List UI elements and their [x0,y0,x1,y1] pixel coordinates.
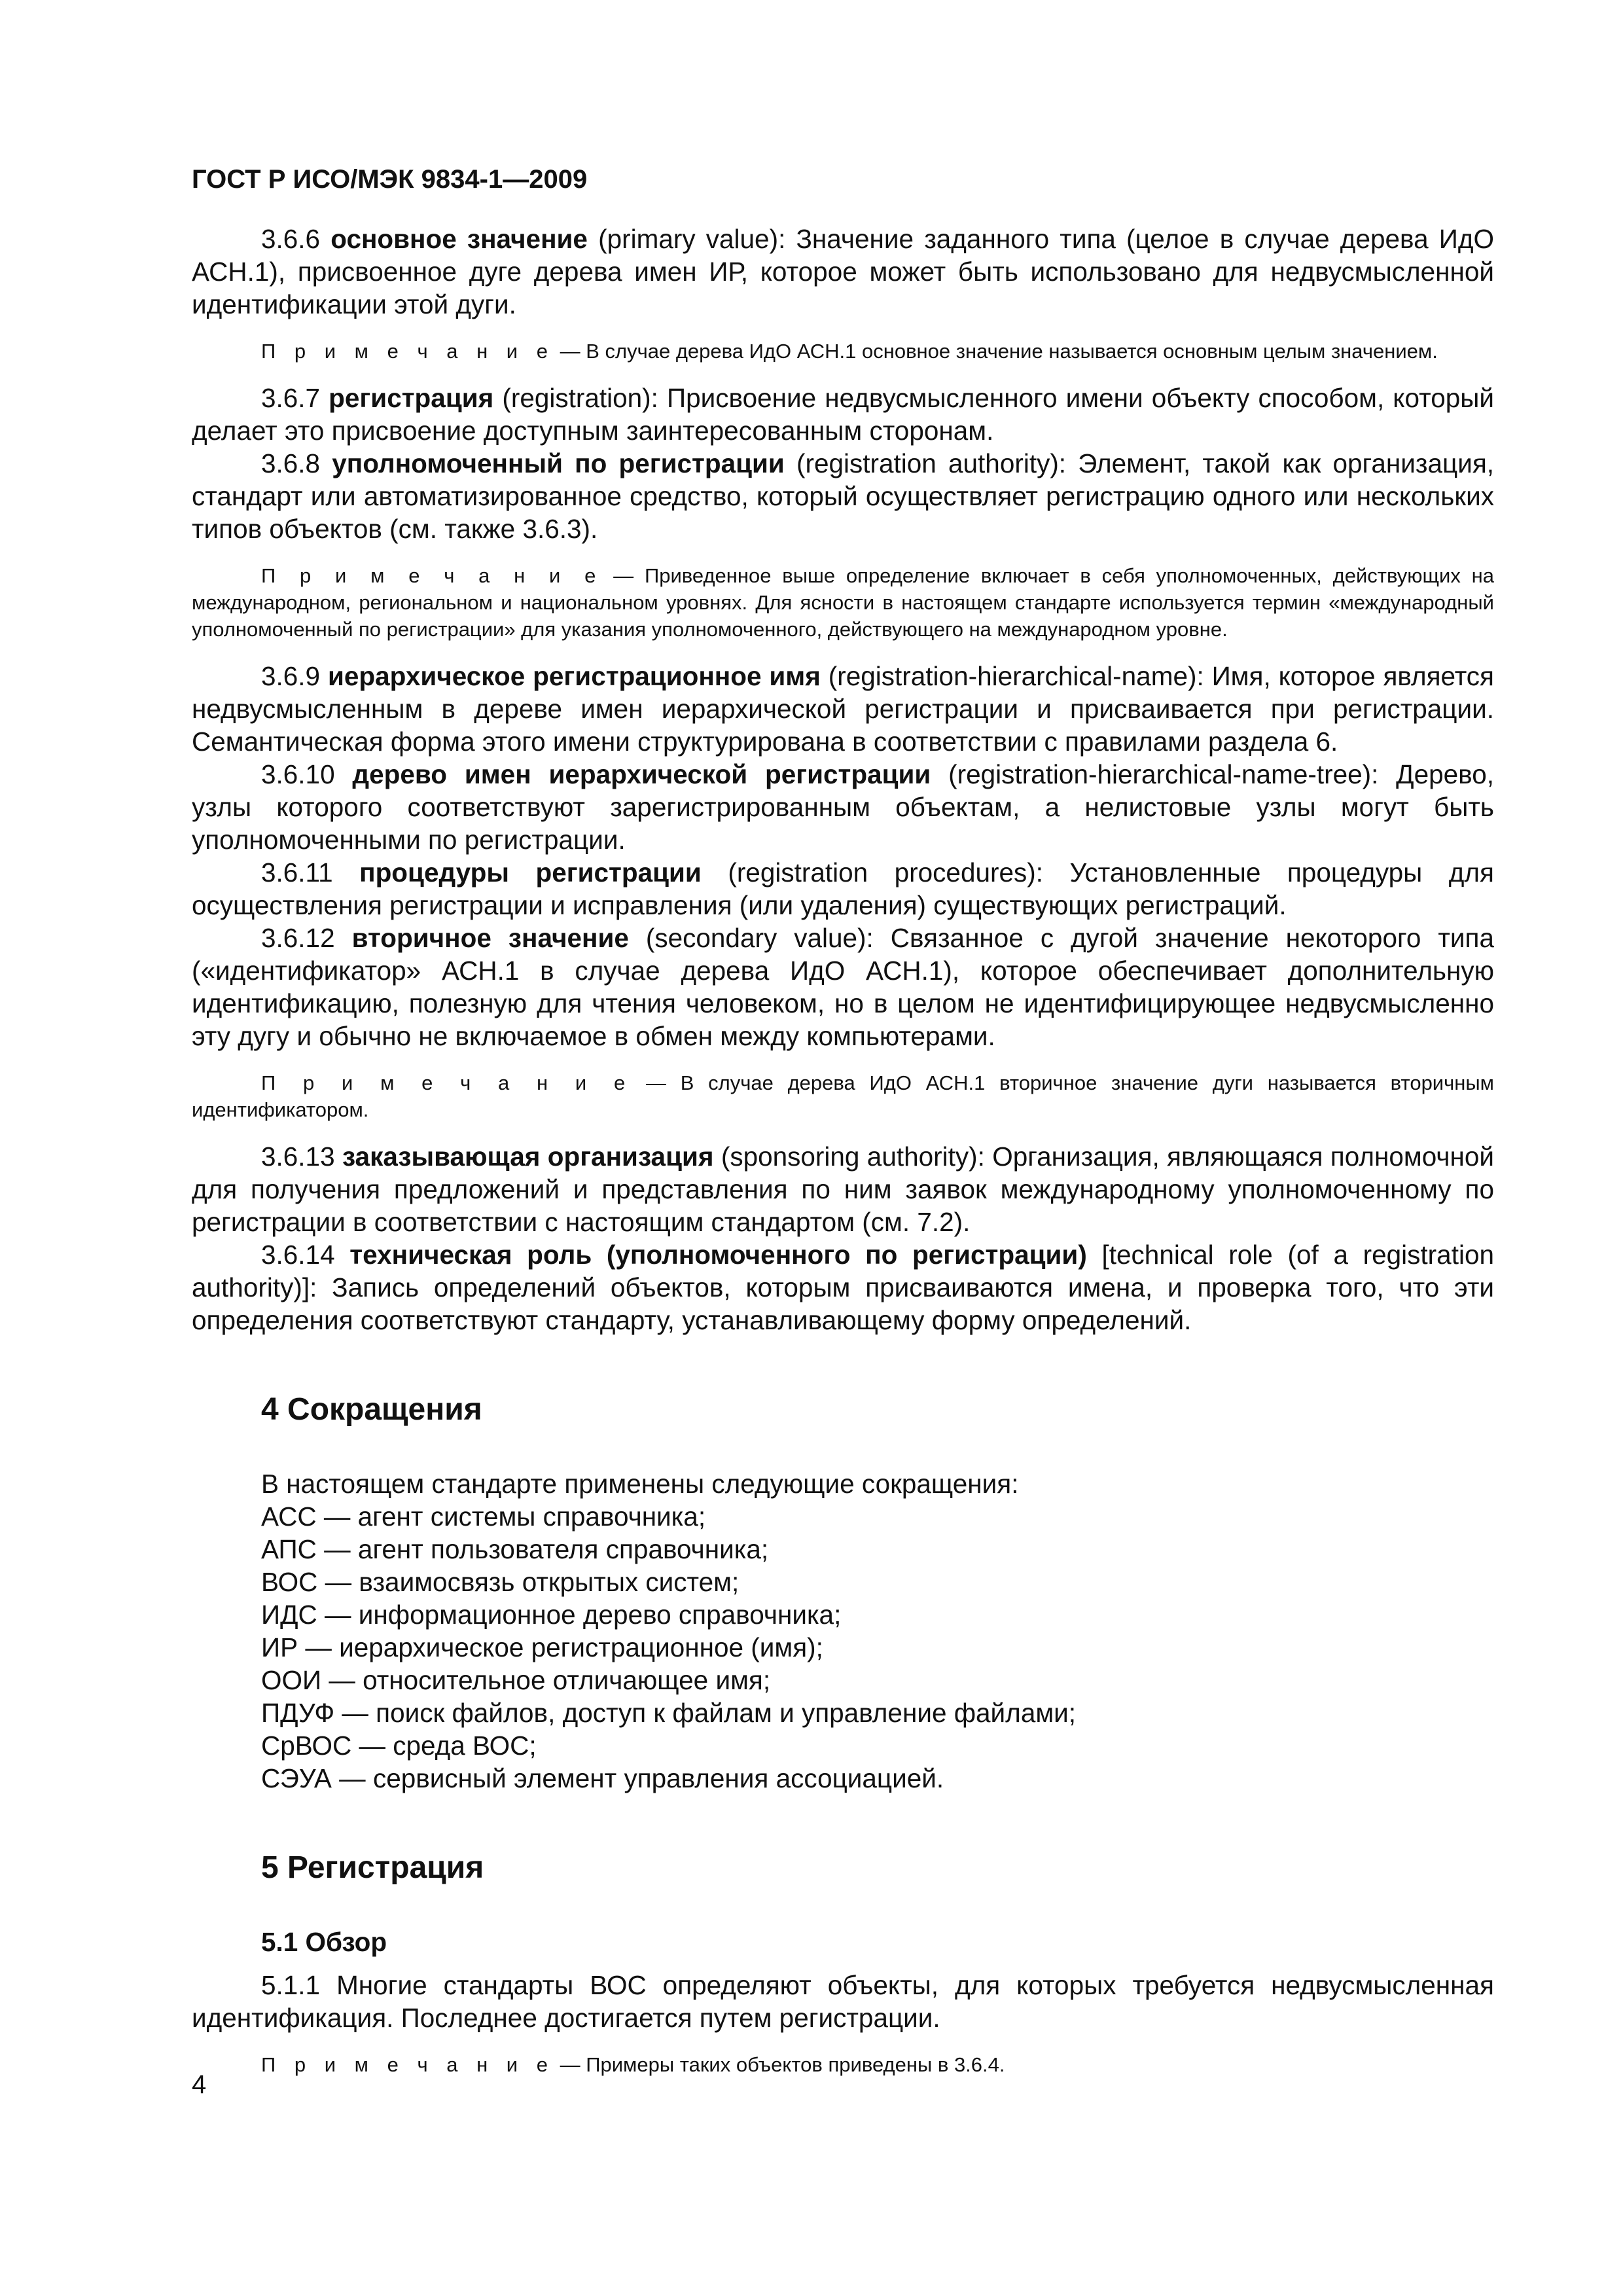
term-definition: (registration-hierarchical-name-tree): Дерево, узлы которого соответствуют зарегистрированным объектам, а нелистовые узлы могут быть уполномоченными по регистрации. [192,759,1494,855]
term-definition: (registration-hierarchical-name): Имя, которое является недвусмысленным в дереве имен иерархической регистрации и присваивается при регистрации. Семантическая форма этого имени структурирована в соответствии с правилами раздела 6. [192,661,1494,757]
term-number: 3.6.9 [261,661,321,691]
term-number: 3.6.13 [261,1141,335,1172]
abbreviation-item: ВОС — взаимосвязь открытых систем; [261,1567,740,1597]
abbreviation-item: ПДУФ — поиск файлов, доступ к файлам и управление файлами; [261,1698,1077,1728]
abbreviation-item: СЭУА — сервисный элемент управления ассоциацией. [261,1763,944,1793]
note-text: — Примеры таких объектов приведены в 3.6.4. [560,2053,1005,2076]
abbreviation-item: СрВОС — среда ВОС; [261,1731,537,1761]
term-definition: (primary value): Значение заданного типа (целое в случае дерева ИдО АСН.1), присвоенное дуге дерева имен ИР, которое может быть использовано для недвусмысленной идентификации этой дуги. [192,224,1494,319]
note-3-6-6 [192,338,1494,365]
term-3-6-7 [192,382,1494,447]
term-name: заказывающая организация [342,1141,714,1172]
term-definition: (registration procedures): Установленные процедуры для осуществления регистрации и исправления (или удаления) существующих регистраций. [192,857,1494,920]
term-number: 3.6.11 [261,857,333,888]
abbreviation-item: ИДС — информационное дерево справочника; [261,1600,842,1630]
term-name: иерархическое регистрационное имя [327,661,821,691]
note-3-6-12 [192,1069,1494,1123]
term-name: основное значение [330,224,588,254]
section-4-title: 4 Сокращения [261,1392,482,1427]
note-label: П р и м е ч а н и е [261,1071,632,1094]
term-definition: (secondary value): Связанное с дугой значение некоторого типа («идентификатор» АСН.1 в случае дерева ИдО АСН.1), которое обеспечивает дополнительную идентификацию, полезную для чтения человеком, но в целом не идентифицирующее недвусмысленно эту дугу и обычно не включаемое в обмен между компьютерами. [192,923,1494,1051]
term-number: 3.6.6 [261,224,321,254]
page-number: 4 [192,2070,207,2099]
page-header: ГОСТ Р ИСО/МЭК 9834-1—2009 [192,165,588,194]
term-number: 3.6.7 [261,383,321,413]
note-label: П р и м е ч а н и е [261,2053,554,2076]
note-text: — Приведенное выше определение включает в себя уполномоченных, действующих на международном, региональном и национальном уровнях. Для ясности в настоящем стандарте используется термин «международный уполномоченный по регистрации» для указания уполномоченного, действующего на международном уровне. [192,564,1494,641]
note-label: П р и м е ч а н и е [261,564,603,587]
abbreviation-item: АПС — агент пользователя справочника; [261,1534,769,1564]
term-name: техническая роль (уполномоченного по регистрации) [349,1240,1087,1270]
page-content [192,223,1494,2095]
subsection-5-1-title: 5.1 Обзор [261,1927,387,1957]
term-number: 3.6.8 [261,448,321,478]
term-definition: (registration authority): Элемент, такой как организация, стандарт или автоматизированное средство, который осуществляет регистрацию одного или нескольких типов объектов (см. также 3.6.3). [192,448,1494,544]
note-3-6-8 [192,562,1494,643]
term-3-6-6 [192,223,1494,321]
term-definition: (registration): Присвоение недвусмысленного имени объекту способом, который делает это присвоение доступным заинтересованным сторонам. [192,383,1494,446]
term-name: уполномоченный по регистрации [332,448,785,478]
term-name: регистрация [329,383,494,413]
term-3-6-13 [192,1140,1494,1238]
abbreviation-item: ООИ — относительное отличающее имя; [261,1665,771,1695]
note-text: — В случае дерева ИдО АСН.1 вторичное значение дуги называется вторичным идентификатором. [192,1071,1494,1121]
term-name: вторичное значение [351,923,629,953]
term-number: 3.6.10 [261,759,335,789]
term-3-6-12 [192,922,1494,1052]
term-3-6-14 [192,1238,1494,1336]
abbreviation-item: АСС — агент системы справочника; [261,1501,706,1532]
term-number: 3.6.12 [261,923,335,953]
term-3-6-10 [192,758,1494,856]
abbreviations-list [192,1467,1494,1795]
term-name: дерево имен иерархической регистрации [352,759,931,789]
term-definition: [technical role (of a registration authority)]: Запись определений объектов, которым присваиваются имена, и проверка того, что эти определения соответствуют стандарту, устанавливающему форму определений. [192,1240,1494,1335]
term-name: процедуры регистрации [359,857,702,888]
section-5-title: 5 Регистрация [261,1850,484,1885]
term-3-6-11 [192,856,1494,922]
note-5-1-1 [192,2051,1494,2078]
term-3-6-9 [192,660,1494,758]
term-definition: (sponsoring authority): Организация, являющаяся полномочной для получения предложений и представления по ним заявок международному уполномоченному по регистрации в соответствии с настоящим стандартом (см. 7.2). [192,1141,1494,1237]
term-3-6-8 [192,447,1494,545]
paragraph-5-1-1: 5.1.1 Многие стандарты ВОС определяют объекты, для которых требуется недвусмысленная идентификация. Последнее достигается путем регистрации. [192,1970,1494,2033]
note-label: П р и м е ч а н и е [261,340,554,363]
term-number: 3.6.14 [261,1240,335,1270]
abbreviation-item: ИР — иерархическое регистрационное (имя); [261,1632,823,1662]
abbreviations-intro: В настоящем стандарте применены следующие сокращения: [261,1469,1019,1499]
note-text: — В случае дерева ИдО АСН.1 основное значение называется основным целым значением. [560,340,1438,363]
